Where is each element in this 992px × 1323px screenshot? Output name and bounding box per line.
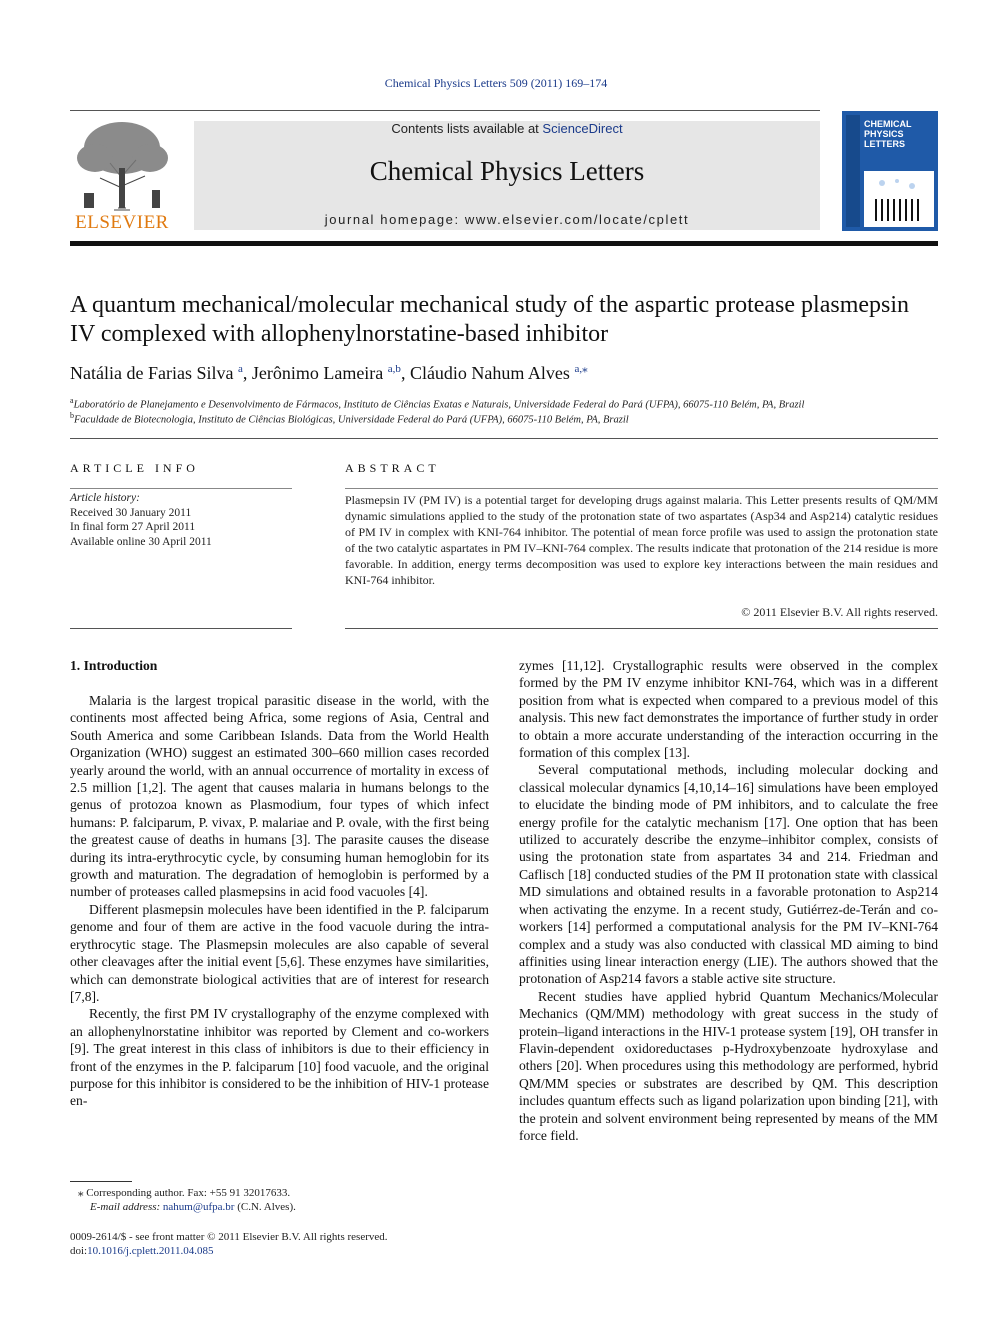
author-name: Natália de Farias Silva (70, 363, 234, 383)
header-divider (70, 110, 820, 111)
affil-marker: a (70, 396, 74, 405)
abstract-divider (345, 488, 938, 489)
footnote-divider (70, 1181, 132, 1182)
sciencedirect-link[interactable]: ScienceDirect (542, 121, 623, 136)
email-note (90, 1201, 296, 1213)
body-paragraph: Recent studies have applied hybrid Quantum Mechanics/Molecular Mechanics (QM/MM) methodology with great success in the study of protein–ligand interactions in the HIV-1 protease system [19], OH transfer in Flavin-dependent oxidoreductases p-Hydroxybenzoate hydroxylase and others [20]. When procedures using this methodology are performed, hybrid QM/MM species or substrates are described by QM. This description includes quantum effects such as ligand polarization upon binding [21], with the protein and solvent environment being represented by means of the MM force field. (519, 988, 938, 1143)
homepage-prefix: journal homepage: (324, 212, 465, 227)
affil-text: Faculdade de Biotecnologia, Instituto de Ciências Biológicas, Universidade Federal do Pará (UFPA), 66075-110 Belém, PA, Brazil (74, 414, 629, 426)
cover-title: CHEMICAL PHYSICS LETTERS (864, 119, 912, 149)
email-label: E-mail address: (90, 1201, 161, 1213)
article-history (70, 491, 292, 549)
affiliation-divider (70, 438, 938, 439)
author-affil-link[interactable]: a (237, 363, 243, 375)
body-column-right (519, 657, 938, 1144)
issn-line: 0009-2614/$ - see front matter © 2011 Elsevier B.V. All rights reserved. (70, 1231, 388, 1243)
body-column-left (70, 692, 489, 1110)
body-paragraph: Different plasmepsin molecules have been identified in the P. falciparum genome and four of them are active in the food vacuole during the intra-erythrocytic stage. The Plasmepsin molecules are also capable of several other cleavages after the initial event [5,6]. These enzymes have similarities, which can demonstrate biological activities that are of interest for research [7,8]. (70, 901, 489, 1004)
article-info-heading: ARTICLE INFO (70, 461, 199, 475)
final-form-date: In final form 27 April 2011 (70, 521, 196, 533)
body-paragraph: Malaria is the largest tropical parasitic disease in the world, with the continents most affected being Africa, some regions of Asia, Central and South America and some Caribbean Islands. Data from the World Health Organization (WHO) suggest an estimated 300–660 million cases recorded yearly around the world, with an annual occurrence of mortality in excess of 2.5 million [1,2]. The agent that causes malaria in humans belongs to the genus of protozoa known as Plasmodium, four types of which infect humans: P. falciparum, P. vivax, P. malariae and P. ovale, with the first being the greatest cause of deaths in humans [3]. The parasite causes the disease during its intra-erythrocytic cycle, by consuming human hemoglobin for its growth and maturation. The degradation of hemoglobin is performed by a number of proteases called plasmepsins in acid food vacuoles [4]. (70, 693, 489, 900)
abstract-heading: ABSTRACT (345, 461, 440, 475)
journal-citation[interactable]: Chemical Physics Letters 509 (2011) 169–174 (384, 76, 608, 90)
journal-cover-image[interactable] (842, 111, 938, 231)
contents-prefix: Contents lists available at (391, 121, 543, 136)
journal-title: Chemical Physics Letters (369, 156, 645, 186)
history-label: Article history: (70, 492, 140, 504)
article-info-divider (70, 488, 292, 489)
author-list: Natália de Farias Silva $^a$, Jerônimo Lameira $^{a,b}$, Cláudio Nahum Alves $^{a,⁎}$ (70, 363, 588, 383)
homepage-url-link[interactable]: www.elsevier.com/locate/cplett (464, 212, 690, 227)
affiliation (70, 396, 938, 411)
author-affil-link[interactable]: a,⁎ (574, 363, 588, 375)
cover-graphic-icon (842, 111, 938, 231)
online-date: Available online 30 April 2011 (70, 535, 212, 548)
abstract-bottom-divider (345, 628, 938, 629)
body-paragraph: Several computational methods, including molecular docking and classical molecular dynamics [4,10,14–16] simulations have been employed to elucidate the binding mode of PM inhibitors, and to calculate the free energy profile for the catalytic mechanism [17]. One option that has been utilized to accurately describe the enzyme–inhibitor complex, consists of using the protonation state from aspartates 34 and 214. Friedman and Caflisch [18] conducted studies of the PM II protonation state with classical MD simulations and obtained results in a favorable protonation to Asp214 when activating the enzyme. In a recent study, Gutiérrez-de-Terán and co-workers [14] performed a computational analysis for the PM IV–KNI-764 complex and a study was also conducted with classical MD aiming to bind affinities using linear interaction energy (LIE). The authors showed that the protonation of Asp214 favors a stable active site structure. (519, 762, 938, 987)
copyright-notice: © 2011 Elsevier B.V. All rights reserved. (741, 605, 938, 619)
doi-prefix: doi: (70, 1245, 88, 1257)
article-title: A quantum mechanical/molecular mechanical study of the aspartic protease plasmepsin IV complexed with allophenylnorstatine-based inhibitor (70, 292, 910, 347)
body-paragraph: Recently, the first PM IV crystallography of the enzyme complexed with an allophenylnorstatine inhibitor was reported by Clement and co-workers [9]. The great interest in this class of inhibitors is due to their efficiency in front of the enzymes in the P. falciparum [10] food vacuole, and the original purpose for this inhibitor is considered to be the inhibition of HIV-1 protease en- (70, 1006, 489, 1109)
tree-icon (70, 118, 174, 213)
elsevier-wordmark: ELSEVIER (75, 212, 169, 233)
doi-link[interactable]: 10.1016/j.cplett.2011.04.085 (87, 1245, 214, 1257)
contents-line (194, 121, 820, 136)
doi-line (70, 1245, 214, 1257)
corresponding-author-note: ⁎ Corresponding author. Fax: +55 91 32017633. (78, 1187, 291, 1199)
header-thick-rule (70, 241, 938, 246)
author-affil-link[interactable]: a,b (387, 363, 401, 375)
author-name: Jerônimo Lameira (251, 363, 384, 383)
journal-homepage (194, 212, 820, 227)
affiliation (70, 411, 938, 426)
received-date: Received 30 January 2011 (70, 506, 192, 519)
email-suffix: (C.N. Alves). (234, 1201, 296, 1213)
section-heading: 1. Introduction (70, 658, 158, 673)
abstract-text: Plasmepsin IV (PM IV) is a potential target for developing drugs against malaria. This Letter presents results of QM/MM dynamic simulations applied to the study of the protonation state of two aspartates (Asp34 and Asp214) catalytic residues of PM IV in complex with KNI-764 inhibitor. The potential of mean force profile was used to assign the protonation state of the two catalytic aspartates in PM IV–KNI-764 complex. The results indicate that protonation of the 214 residue is more favorable. In addition, energy terms decomposition was used to explore key interactions between the main residues and KNI-764 inhibitor. (345, 493, 938, 587)
affil-marker: b (70, 411, 74, 420)
body-paragraph: zymes [11,12]. Crystallographic results were observed in the complex formed by the PM IV enzyme inhibitor KNI-764, which was in a different position from what is expected when compared to a previous model of this analysis. This new fact demonstrates the importance of further study in order to obtain a more accurate understanding of the interaction occurring in the formation of this complex [13]. (519, 658, 938, 761)
article-info-bottom-divider (70, 628, 292, 629)
author-name: Cláudio Nahum Alves (409, 363, 570, 383)
email-link[interactable]: nahum@ufpa.br (162, 1201, 235, 1213)
affil-text: Laboratório de Planejamento e Desenvolvimento de Fármacos, Instituto de Ciências Exatas e Naturais, Universidade Federal do Pará (UFPA), 66075-110 Belém, PA, Brazil (73, 399, 805, 411)
